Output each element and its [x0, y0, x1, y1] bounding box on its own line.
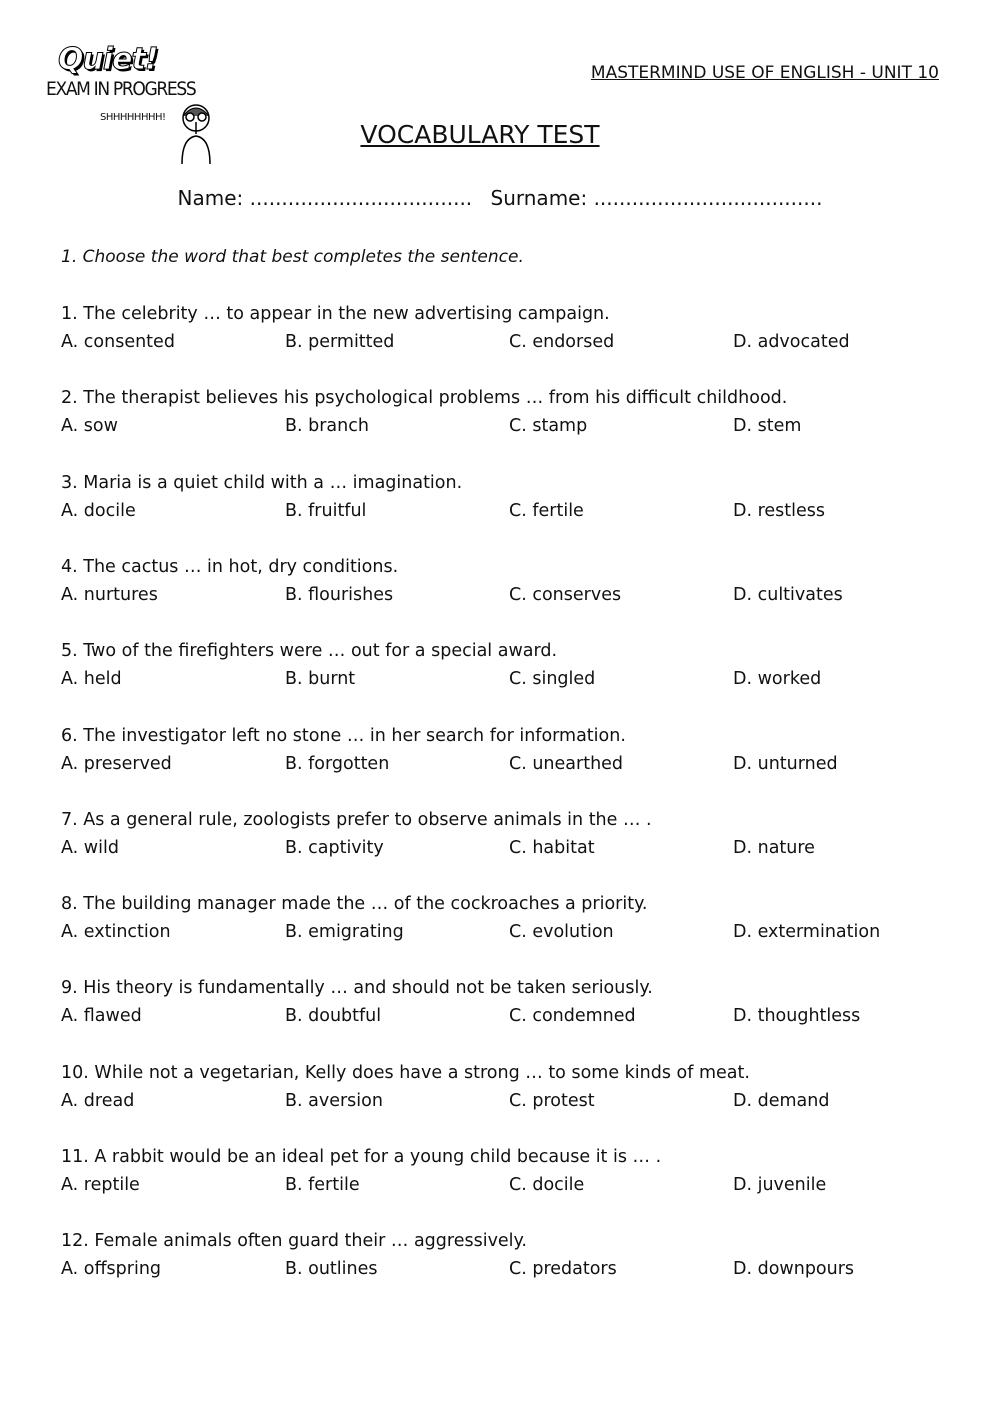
answer-option[interactable]: B. fruitful	[285, 500, 367, 521]
answer-option[interactable]: D. nature	[733, 837, 815, 858]
logo-quiet-text: Quiet!	[58, 42, 158, 77]
question-item	[61, 974, 961, 1030]
answer-option[interactable]: B. burnt	[285, 669, 356, 690]
answer-option[interactable]: D. restless	[733, 500, 826, 521]
answer-options	[61, 918, 961, 946]
answer-option[interactable]: C. endorsed	[509, 332, 615, 352]
question-stem: 4. The cactus … in hot, dry conditions.	[61, 556, 399, 577]
question-item	[61, 300, 961, 356]
question-item	[61, 806, 961, 862]
answer-option[interactable]: C. docile	[509, 1175, 585, 1195]
answer-option[interactable]: A. docile	[61, 500, 136, 521]
answer-option[interactable]: C. conserves	[509, 584, 622, 605]
answer-option[interactable]: D. juvenile	[733, 1175, 827, 1195]
question-item	[61, 722, 961, 778]
surname-field[interactable]: Surname: ....................................	[490, 186, 823, 210]
answer-option[interactable]: B. captivity	[285, 837, 384, 858]
answer-option[interactable]: D. downpours	[733, 1259, 855, 1280]
question-item	[61, 384, 961, 440]
answer-option[interactable]: C. singled	[509, 669, 596, 690]
answer-option[interactable]: A. preserved	[61, 753, 172, 774]
question-stem: 8. The building manager made the … of the cockroaches a priority.	[61, 894, 648, 915]
question-item	[61, 890, 961, 946]
question-stem: 1. The celebrity … to appear in the new advertising campaign.	[61, 304, 610, 324]
answer-option[interactable]: B. forgotten	[285, 753, 390, 774]
answer-option[interactable]: C. predators	[509, 1259, 617, 1280]
answer-option[interactable]: D. cultivates	[733, 584, 843, 605]
answer-option[interactable]: C. habitat	[509, 837, 595, 858]
question-item	[61, 469, 961, 525]
question-stem: 5. Two of the firefighters were … out for a special award.	[61, 641, 558, 662]
answer-options	[61, 1255, 961, 1283]
answer-option[interactable]: A. nurtures	[61, 584, 158, 605]
answer-option[interactable]: C. stamp	[509, 416, 588, 437]
answer-options	[61, 665, 961, 693]
answer-options	[61, 328, 961, 356]
answer-option[interactable]: B. branch	[285, 416, 369, 437]
answer-option[interactable]: D. thoughtless	[733, 1006, 861, 1027]
answer-option[interactable]: C. unearthed	[509, 753, 624, 774]
answer-option[interactable]: B. aversion	[285, 1090, 383, 1111]
answer-option[interactable]: A. flawed	[61, 1006, 142, 1027]
answer-option[interactable]: B. emigrating	[285, 922, 404, 943]
answer-options	[61, 1002, 961, 1030]
question-item	[61, 1143, 961, 1199]
answer-option[interactable]: D. unturned	[733, 753, 838, 774]
answer-option[interactable]: B. permitted	[285, 332, 395, 352]
answer-options	[61, 834, 961, 862]
answer-option[interactable]: C. evolution	[509, 922, 614, 943]
question-stem: 10. While not a vegetarian, Kelly does have a strong … to some kinds of meat.	[61, 1062, 750, 1083]
answer-option[interactable]: D. advocated	[733, 332, 850, 352]
answer-option[interactable]: D. demand	[733, 1090, 830, 1111]
question-stem: 7. As a general rule, zoologists prefer to observe animals in the … .	[61, 809, 652, 830]
answer-options	[61, 412, 961, 440]
answer-option[interactable]: C. condemned	[509, 1006, 636, 1027]
question-stem: 6. The investigator left no stone … in her search for information.	[61, 725, 626, 746]
answer-options	[61, 497, 961, 525]
answer-option[interactable]: A. wild	[61, 837, 119, 858]
answer-options	[61, 581, 961, 609]
answer-option[interactable]: B. fertile	[285, 1175, 360, 1195]
question-stem: 11. A rabbit would be an ideal pet for a young child because it is … .	[61, 1147, 662, 1167]
answer-option[interactable]: C. fertile	[509, 500, 584, 521]
question-item	[61, 553, 961, 609]
answer-option[interactable]: B. flourishes	[285, 584, 394, 605]
answer-options	[61, 750, 961, 778]
question-stem: 3. Maria is a quiet child with a … imagination.	[61, 472, 463, 493]
answer-options	[61, 1171, 961, 1199]
name-fields	[0, 186, 1000, 210]
answer-option[interactable]: D. stem	[733, 416, 802, 437]
name-field[interactable]: Name: ...................................	[177, 186, 473, 210]
unit-header: MASTERMIND USE OF ENGLISH - UNIT 10	[590, 63, 939, 83]
answer-option[interactable]: A. sow	[61, 416, 118, 437]
answer-option[interactable]: D. worked	[733, 669, 822, 690]
question-stem: 2. The therapist believes his psychological problems … from his difficult childhood.	[61, 388, 788, 409]
answer-option[interactable]: A. offspring	[61, 1259, 162, 1280]
instruction: 1. Choose the word that best completes the sentence.	[61, 247, 524, 267]
page-title: VOCABULARY TEST	[360, 120, 600, 149]
answer-options	[61, 1087, 961, 1115]
answer-option[interactable]: A. dread	[61, 1090, 135, 1111]
question-stem: 9. His theory is fundamentally … and should not be taken seriously.	[61, 978, 653, 999]
answer-option[interactable]: A. consented	[61, 332, 175, 352]
question-stem: 12. Female animals often guard their … aggressively.	[61, 1231, 527, 1252]
answer-option[interactable]: A. extinction	[61, 922, 171, 943]
answer-option[interactable]: C. protest	[509, 1090, 595, 1111]
logo-shh-text: SHHHHHHHH!	[100, 112, 166, 123]
logo-exam-text: EXAM IN PROGRESS	[46, 78, 196, 100]
answer-option[interactable]: B. doubtful	[285, 1006, 382, 1027]
answer-option[interactable]: B. outlines	[285, 1259, 378, 1280]
answer-option[interactable]: A. reptile	[61, 1175, 140, 1195]
question-item	[61, 637, 961, 693]
answer-option[interactable]: A. held	[61, 669, 122, 690]
question-item	[61, 1227, 961, 1283]
answer-option[interactable]: D. extermination	[733, 922, 881, 943]
question-item	[61, 1059, 961, 1115]
